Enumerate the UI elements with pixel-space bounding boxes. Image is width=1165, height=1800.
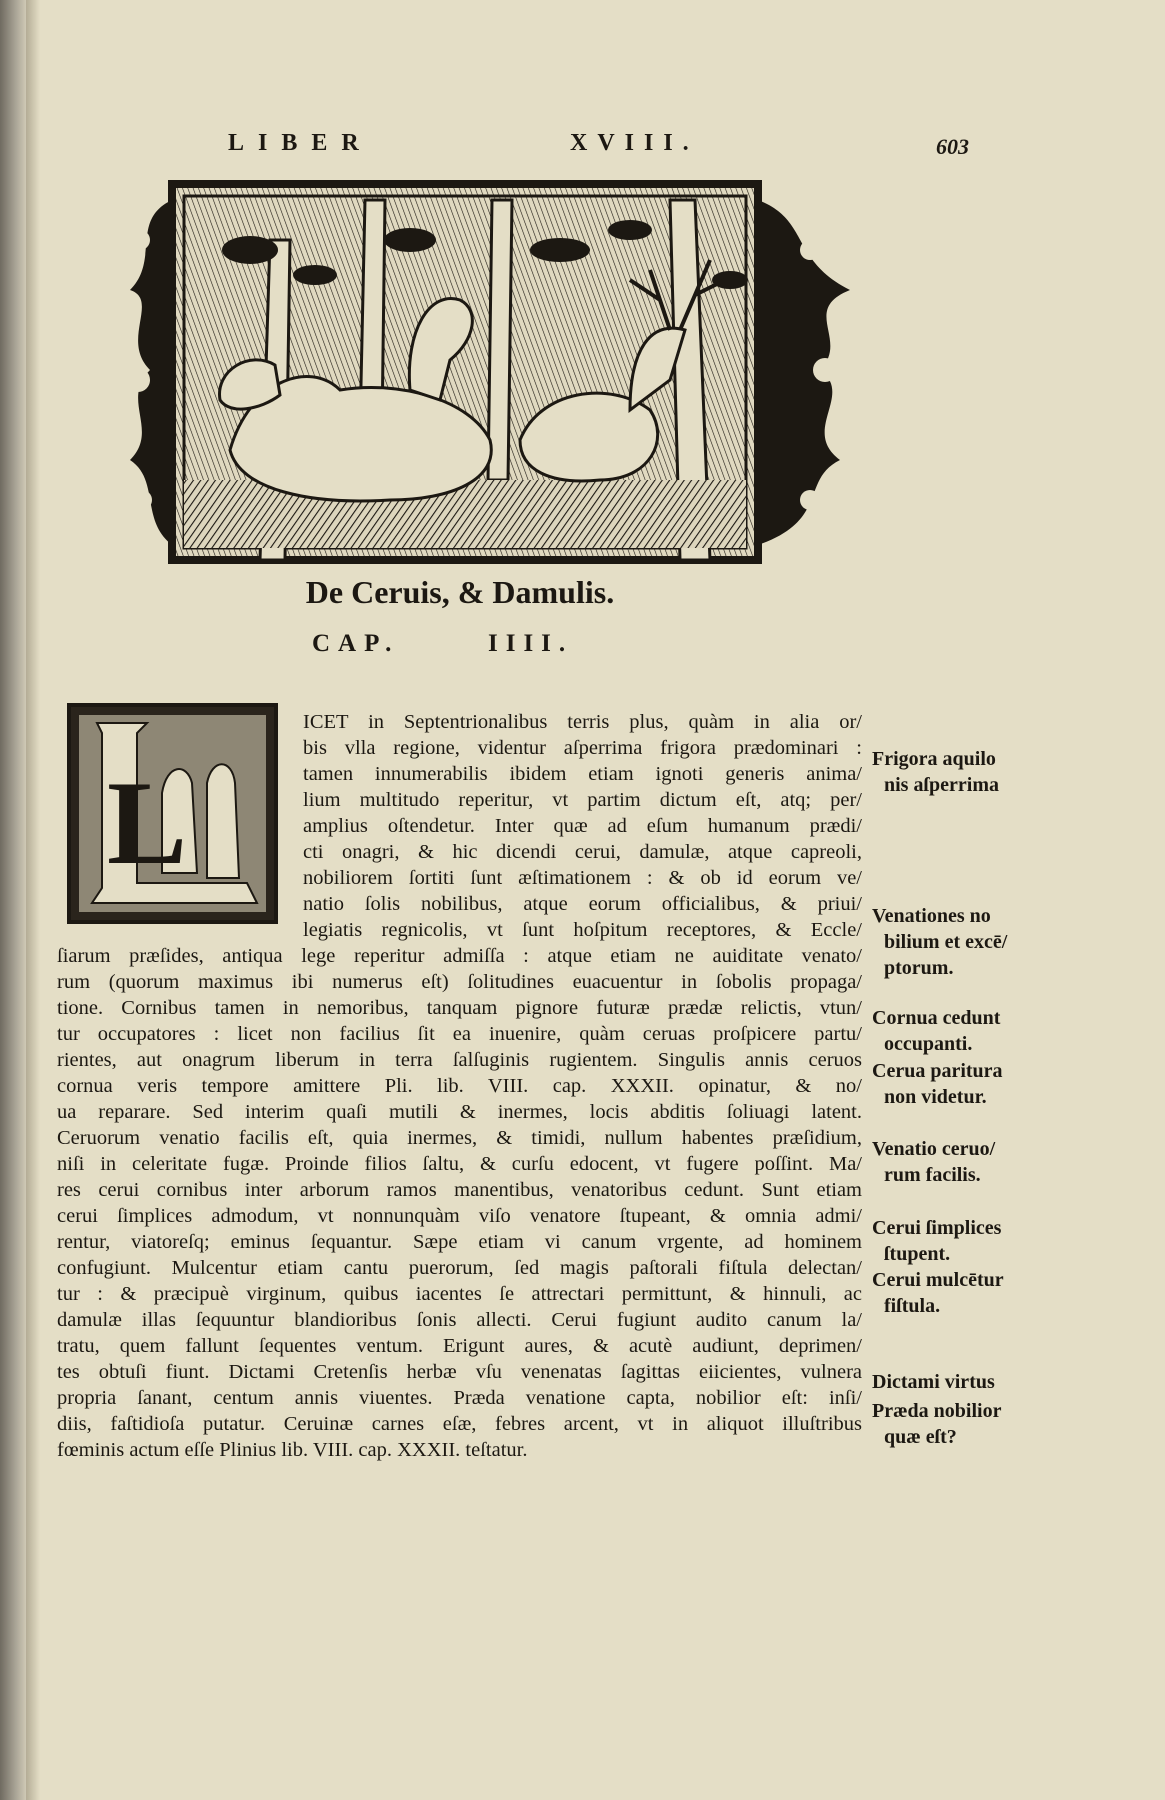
margin-note: Venationes no bbox=[872, 905, 991, 927]
text-line: bis vlla regione, videntur aſperrima frigora prædominari : bbox=[303, 737, 862, 759]
text-line: damulæ illas ſequuntur blandioribus ſonis allecti. Cerui fugiunt audito canum la/ bbox=[57, 1309, 862, 1331]
chapter-number: IIII. bbox=[488, 630, 574, 657]
text-line: rentur, viatoreſq; eminus ſequantur. Sæpe etiam vi canum vrgente, ad hominem bbox=[57, 1231, 862, 1253]
text-line: tur occupatores : licet non facilius ſit ea inuenire, quàm ceruas proſpicere partu/ bbox=[57, 1023, 862, 1045]
margin-note: rum facilis. bbox=[884, 1164, 981, 1186]
initial-letter: L bbox=[107, 756, 188, 889]
margin-note: Cerua paritura bbox=[872, 1060, 1003, 1082]
page-number: 603 bbox=[936, 134, 969, 159]
text-line: cti onagri, & hic dicendi cerui, damulæ, atque capreoli, bbox=[303, 841, 862, 863]
right-ornament bbox=[758, 200, 850, 545]
text-line: cerui ſimplices admodum, vt nonnunquàm viſo venatore ſtupeant, & omnia admi/ bbox=[57, 1205, 862, 1227]
text-line: lium multitudo reperitur, vt partim dictum eſt, atq; per/ bbox=[303, 789, 862, 811]
text-line: confugiunt. Mulcentur etiam cantu puerorum, ſed magis paſtorali fiſtula delectan/ bbox=[57, 1257, 862, 1279]
text-line: tur : & præcipuè virginum, quibus iacentes ſe attrectari permittunt, & hinnuli, ac bbox=[57, 1283, 862, 1305]
chapter-title: De Ceruis, & Damulis. bbox=[305, 574, 615, 610]
text-line: amplius oſtendetur. Inter quæ ad eſum humanum prædi/ bbox=[303, 815, 862, 837]
margin-note: Venatio ceruo/ bbox=[872, 1138, 996, 1160]
text-line: niſi in celeritate fugæ. Proinde filios ſaltu, & curſu edocent, vt fugere poſſint. Ma/ bbox=[57, 1153, 862, 1175]
text-line: ua reparare. Sed interim quaſi mutili & inermes, locis abditis ſoliuagi latent. bbox=[57, 1101, 862, 1123]
margin-note: ſtupent. bbox=[884, 1243, 951, 1265]
running-head-book-number: XVIII. bbox=[570, 130, 699, 156]
margin-note: Dictami virtus bbox=[872, 1371, 995, 1393]
margin-note: nis aſperrima bbox=[884, 774, 999, 796]
text-line: rientes, aut onagrum liberum in terra ſalſuginis rugientem. Singulis annis ceruos bbox=[57, 1049, 862, 1071]
text-line: nobiliorem ſortiti ſunt æſtimationem : & ob id eorum ve/ bbox=[303, 867, 862, 889]
decorated-initial-L bbox=[67, 703, 278, 924]
text-line: ICET in Septentrionalibus terris plus, quàm in alia or/ bbox=[303, 711, 862, 733]
text-line: tamen innumerabilis ibidem etiam ignoti generis anima/ bbox=[303, 763, 862, 785]
text-line: legiatis regnicolis, vt ſunt hoſpitum receptores, & Eccle/ bbox=[303, 919, 862, 941]
text-line: res cerui cornibus inter arborum ramos manentibus, venatoribus cedunt. Sunt etiam bbox=[57, 1179, 862, 1201]
margin-note: Frigora aquilo bbox=[872, 748, 996, 770]
text-line: propria ſanant, centum annis viuentes. Præda venatione capta, nobilior eſt: inſi/ bbox=[57, 1387, 862, 1409]
text-line: tratu, quem fallunt ſequentes ventum. Erigunt aures, & acutè audiunt, deprimen/ bbox=[57, 1335, 862, 1357]
text-line: natio ſolis nobilibus, atque eorum officialibus, & priui/ bbox=[303, 893, 862, 915]
text-line: ſiarum præſides, antiqua lege reperitur admiſſa : atque etiam ne auiditate venato/ bbox=[57, 945, 862, 967]
text-line: fœminis actum eſſe Plinius lib. VIII. cap. XXXII. teſtatur. bbox=[57, 1439, 528, 1461]
left-ornament bbox=[126, 200, 172, 545]
text-line: tione. Cornibus tamen in nemoribus, tanquam pignore futuræ prædæ relictis, vtun/ bbox=[57, 997, 862, 1019]
facing-page-edge bbox=[0, 0, 26, 1800]
margin-note: ptorum. bbox=[884, 957, 954, 979]
margin-note: quæ eſt? bbox=[884, 1426, 957, 1448]
margin-note: non videtur. bbox=[884, 1086, 987, 1108]
text-line: Ceruorum venatio facilis eſt, quia inermes, & timidi, nullum habentes præſidium, bbox=[57, 1127, 862, 1149]
margin-note: occupanti. bbox=[884, 1033, 973, 1055]
text-line: rum (quorum maximus ibi numerus eſt) ſolitudines euacuentur in ſobolis propaga/ bbox=[57, 971, 862, 993]
margin-note: Cornua cedunt bbox=[872, 1007, 1001, 1029]
margin-note: fiſtula. bbox=[884, 1295, 941, 1317]
running-head-liber: LIBER bbox=[228, 130, 373, 156]
text-line: cornua veris tempore amittere Pli. lib. VIII. cap. XXXII. opinatur, & no/ bbox=[57, 1075, 862, 1097]
chapter-label: CAP. bbox=[312, 630, 400, 657]
text-line: tes obtuſi fiunt. Dictami Cretenſis herbæ vſu venenatas ſagittas eiicientes, vulnera bbox=[57, 1361, 862, 1383]
gutter-shadow bbox=[26, 0, 40, 1800]
margin-note: bilium et excē/ bbox=[884, 931, 1008, 953]
deer-woodcut-illustration bbox=[110, 180, 860, 565]
margin-note: Cerui ſimplices bbox=[872, 1217, 1002, 1239]
text-line: diis, faſtidioſa putatur. Ceruinæ carnes eſæ, febres arcent, vt in aliquot illuſtribus bbox=[57, 1413, 862, 1435]
margin-note: Cerui mulcētur bbox=[872, 1269, 1004, 1291]
margin-note: Præda nobilior bbox=[872, 1400, 1002, 1422]
